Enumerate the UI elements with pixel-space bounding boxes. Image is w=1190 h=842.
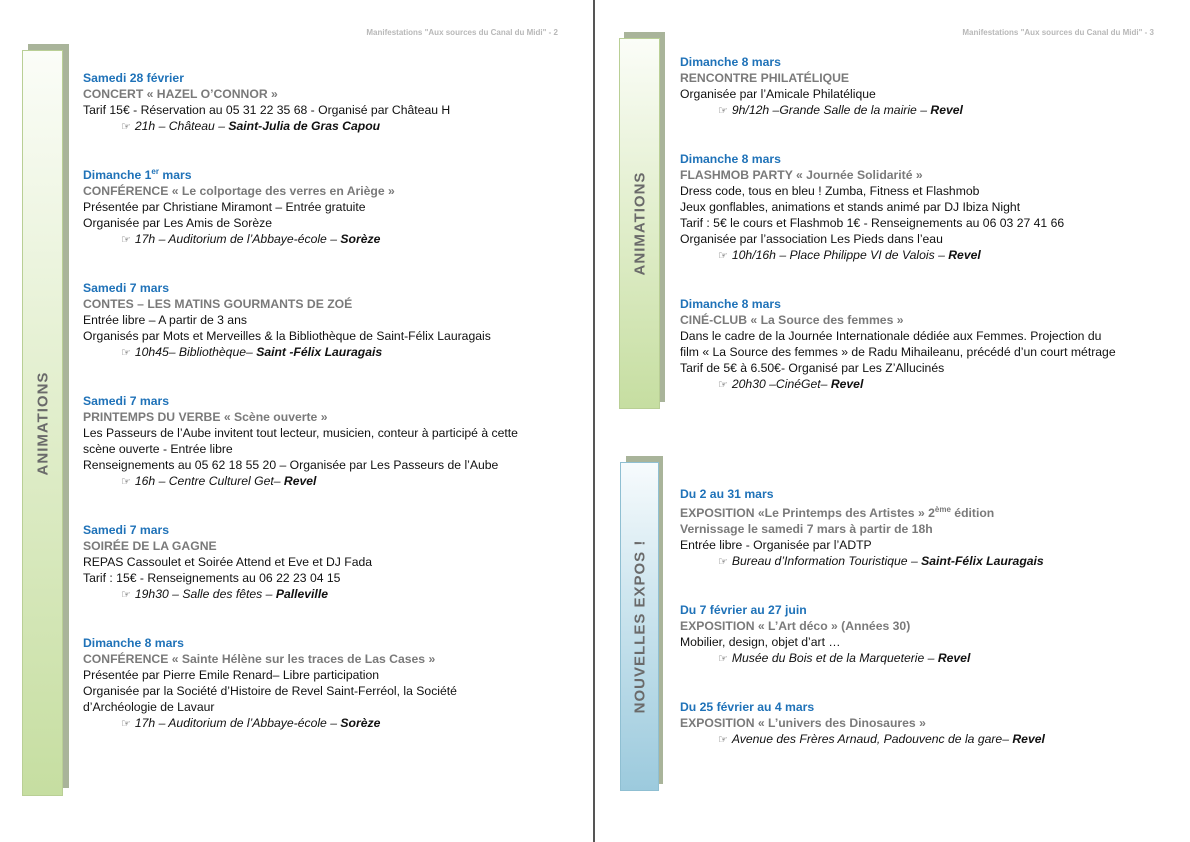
event-date	[680, 602, 1160, 618]
event-item	[83, 393, 573, 490]
event-venue	[680, 650, 1160, 667]
event-date	[83, 635, 573, 651]
event-venue-text: 17h – Auditorium de l’Abbaye-école –	[134, 716, 341, 730]
event-date	[83, 393, 573, 409]
event-venue-place: Revel	[283, 474, 317, 488]
event-venue-place: Sorèze	[340, 716, 381, 730]
event-title-text: EXPOSITION « L’univers des Dinosaures »	[680, 716, 926, 731]
event-detail-line: Renseignements au 05 62 18 55 20 – Organisée par Les Passeurs de l’Aube	[83, 458, 499, 472]
event-detail-line: d’Archéologie de Lavaur	[83, 700, 215, 714]
event-venue-place: Palleville	[275, 587, 328, 601]
event-venue	[680, 102, 1160, 119]
event-detail-line: Organisée par l’association Les Pieds dans l’eau	[680, 232, 943, 246]
event-venue	[83, 344, 573, 361]
event-item	[680, 54, 1160, 119]
event-item	[83, 167, 573, 248]
event-detail-line: Tarif : 5€ le cours et Flashmob 1€ - Renseignements au 06 03 27 41 66	[680, 216, 1065, 230]
pointing-hand-icon: ☞	[718, 653, 728, 666]
event-item	[680, 296, 1160, 393]
event-detail-line: Présentée par Pierre Emile Renard– Libre participation	[83, 668, 380, 682]
event-item	[680, 151, 1160, 264]
event-detail-line: Tarif de 5€ à 6.50€- Organisé par Les Z’Allucinés	[680, 361, 945, 375]
event-venue-place: Saint -Félix Lauragais	[256, 345, 383, 359]
event-venue-text: Avenue des Frères Arnaud, Padouvenc de la gare–	[731, 732, 1013, 747]
event-venue	[83, 586, 573, 603]
event-venue-text: 20h30 –CinéGet–	[731, 377, 831, 391]
event-venue	[83, 715, 573, 732]
event-detail-line: Les Passeurs de l’Aube invitent tout lecteur, musicien, conteur à participé à cette	[83, 426, 518, 440]
event-title-text: CONFÉRENCE « Sainte Hélène sur les traces de Las Cases »	[83, 652, 436, 666]
event-date-text: Du 2 au 31 mars	[680, 487, 774, 501]
pointing-hand-icon: ☞	[121, 234, 131, 246]
event-item	[680, 699, 1160, 748]
event-date	[83, 522, 573, 538]
event-date-text: Dimanche 8 mars	[680, 297, 781, 311]
event-title-sup: ème	[934, 505, 951, 514]
event-venue-text: 10h45– Bibliothèque–	[134, 345, 257, 359]
pointing-hand-icon: ☞	[121, 121, 131, 133]
pointing-hand-icon: ☞	[718, 105, 728, 117]
event-date-text: Du 7 février au 27 juin	[680, 603, 807, 618]
event-detail-line: Entrée libre – A partir de 3 ans	[83, 313, 247, 327]
event-date-text: Du 25 février au 4 mars	[680, 700, 815, 715]
event-item	[83, 70, 573, 135]
event-title-text: SOIRÉE DE LA GAGNE	[83, 539, 217, 553]
event-date-after: mars	[158, 168, 192, 182]
event-date-text: Dimanche 8 mars	[83, 636, 184, 650]
event-title	[83, 296, 573, 312]
pointing-hand-icon: ☞	[718, 379, 728, 391]
pointing-hand-icon: ☞	[718, 250, 728, 262]
event-detail-line: film « La Source des femmes » de Radu Mihaileanu, précédé d’un court métrage	[680, 345, 1116, 359]
event-date-text: Dimanche 8 mars	[680, 152, 781, 166]
pointing-hand-icon: ☞	[121, 476, 131, 488]
event-title-after: édition	[950, 506, 995, 521]
event-title	[680, 715, 1160, 731]
tab-label: ANIMATIONS	[631, 171, 649, 276]
event-date	[680, 151, 1160, 167]
animations-tab	[619, 38, 660, 409]
event-title-text: FLASHMOB PARTY « Journée Solidarité »	[680, 168, 923, 182]
event-venue-text: 19h30 – Salle des fêtes –	[134, 587, 276, 601]
event-title	[83, 651, 573, 667]
event-title-text: CONCERT « HAZEL O’CONNOR »	[83, 87, 278, 101]
event-title-text: CONTES – LES MATINS GOURMANTS DE ZOÉ	[83, 297, 353, 311]
event-item	[680, 602, 1160, 667]
event-date-text: Dimanche 1	[83, 168, 152, 182]
event-subtitle: Vernissage le samedi 7 mars à partir de 18h	[680, 522, 933, 537]
event-venue	[680, 553, 1160, 570]
event-detail-line: Jeux gonflables, animations et stands animé par DJ Ibiza Night	[680, 200, 1021, 214]
event-venue	[680, 247, 1160, 264]
event-date	[83, 70, 573, 86]
event-date	[680, 296, 1160, 312]
event-detail-line: REPAS Cassoulet et Soirée Attend et Eve et DJ Fada	[83, 555, 373, 569]
event-date	[680, 54, 1160, 70]
event-venue-place: Revel	[830, 377, 864, 391]
event-title-text: RENCONTRE PHILATÉLIQUE	[680, 71, 850, 85]
event-detail-line: Mobilier, design, objet d’art …	[680, 635, 841, 650]
event-item	[680, 486, 1160, 570]
event-venue-place: Saint-Félix Lauragais	[921, 554, 1044, 569]
event-title-text: EXPOSITION «Le Printemps des Artistes » 2	[680, 506, 935, 521]
right-page	[596, 0, 1190, 842]
event-item	[83, 280, 573, 361]
event-detail-line: Organisée par l’Amicale Philatélique	[680, 87, 876, 101]
event-date-text: Dimanche 8 mars	[680, 55, 781, 69]
animations-list	[680, 54, 1160, 393]
event-venue-place: Revel	[930, 103, 963, 117]
event-title	[680, 70, 1160, 86]
event-detail-line: Organisée par Les Amis de Sorèze	[83, 216, 273, 230]
tab-label: ANIMATIONS	[34, 371, 52, 475]
event-date-text: Samedi 28 février	[83, 71, 184, 85]
event-venue	[680, 731, 1160, 748]
event-venue	[83, 231, 573, 248]
pointing-hand-icon: ☞	[121, 718, 131, 730]
page-header: Manifestations "Aux sources du Canal du Midi" - 3	[962, 28, 1154, 37]
event-detail-line: scène ouverte - Entrée libre	[83, 442, 233, 456]
event-venue	[83, 118, 573, 135]
tab-label: NOUVELLES EXPOS !	[631, 539, 649, 714]
event-title-text: EXPOSITION « L’Art déco » (Années 30)	[680, 619, 911, 634]
event-venue-place: Sorèze	[340, 232, 381, 246]
event-date-text: Samedi 7 mars	[83, 394, 170, 408]
event-venue-place: Revel	[937, 651, 971, 666]
expos-list	[680, 486, 1160, 748]
event-title-text: CINÉ-CLUB « La Source des femmes »	[680, 313, 904, 327]
event-date	[680, 699, 1160, 715]
pointing-hand-icon: ☞	[121, 347, 131, 359]
event-title	[680, 502, 1160, 521]
events-list	[83, 70, 573, 732]
event-title	[83, 409, 573, 425]
event-title-text: CONFÉRENCE « Le colportage des verres en Ariège »	[83, 184, 395, 198]
event-title	[680, 312, 1160, 328]
pointing-hand-icon: ☞	[718, 734, 728, 747]
event-detail-line: Dans le cadre de la Journée Internationale dédiée aux Femmes. Projection du	[680, 329, 1102, 343]
event-detail-line: Tarif 15€ - Réservation au 05 31 22 35 68 - Organisé par Château H	[83, 103, 451, 117]
event-detail-line: Dress code, tous en bleu ! Zumba, Fitness et Flashmob	[680, 184, 980, 198]
event-venue	[83, 473, 573, 490]
event-venue-text: 9h/12h –Grande Salle de la mairie –	[731, 103, 931, 117]
event-venue-text: 10h/16h – Place Philippe VI de Valois –	[731, 248, 949, 262]
event-date	[83, 167, 573, 183]
event-venue-text: 21h – Château –	[134, 119, 229, 133]
animations-tab	[22, 50, 63, 796]
event-date	[680, 486, 1160, 502]
event-date-text: Samedi 7 mars	[83, 523, 170, 537]
event-venue-text: Musée du Bois et de la Marqueterie –	[731, 651, 938, 666]
event-detail-line: Organisée par la Société d’Histoire de Revel Saint-Ferréol, la Société	[83, 684, 457, 698]
event-item	[83, 635, 573, 732]
page-header: Manifestations "Aux sources du Canal du Midi" - 2	[366, 28, 558, 37]
event-title-text: PRINTEMPS DU VERBE « Scène ouverte »	[83, 410, 328, 424]
event-venue-place: Saint-Julia de Gras Capou	[228, 119, 381, 133]
event-date-sup: er	[151, 166, 159, 176]
event-detail-line: Organisés par Mots et Merveilles & la Bibliothèque de Saint-Félix Lauragais	[83, 329, 491, 343]
event-title	[83, 86, 573, 102]
event-venue-text: Bureau d’Information Touristique –	[731, 554, 922, 569]
expos-tab	[620, 462, 659, 791]
pointing-hand-icon: ☞	[121, 589, 131, 601]
event-venue	[680, 376, 1160, 393]
pointing-hand-icon: ☞	[718, 556, 728, 569]
event-detail-line: Présentée par Christiane Miramont – Entrée gratuite	[83, 200, 366, 214]
event-venue-text: 17h – Auditorium de l’Abbaye-école –	[134, 232, 341, 246]
event-title	[83, 538, 573, 554]
event-title	[83, 183, 573, 199]
event-detail-line: Entrée libre - Organisée par l’ADTP	[680, 538, 872, 553]
event-item	[83, 522, 573, 603]
left-page	[0, 0, 594, 842]
event-title	[680, 618, 1160, 634]
event-date-text: Samedi 7 mars	[83, 281, 170, 295]
event-venue-place: Revel	[948, 248, 981, 262]
event-title	[680, 167, 1160, 183]
event-venue-text: 16h – Centre Culturel Get–	[134, 474, 284, 488]
event-venue-place: Revel	[1012, 732, 1045, 747]
event-detail-line: Tarif : 15€ - Renseignements au 06 22 23 04 15	[83, 571, 341, 585]
event-date	[83, 280, 573, 296]
